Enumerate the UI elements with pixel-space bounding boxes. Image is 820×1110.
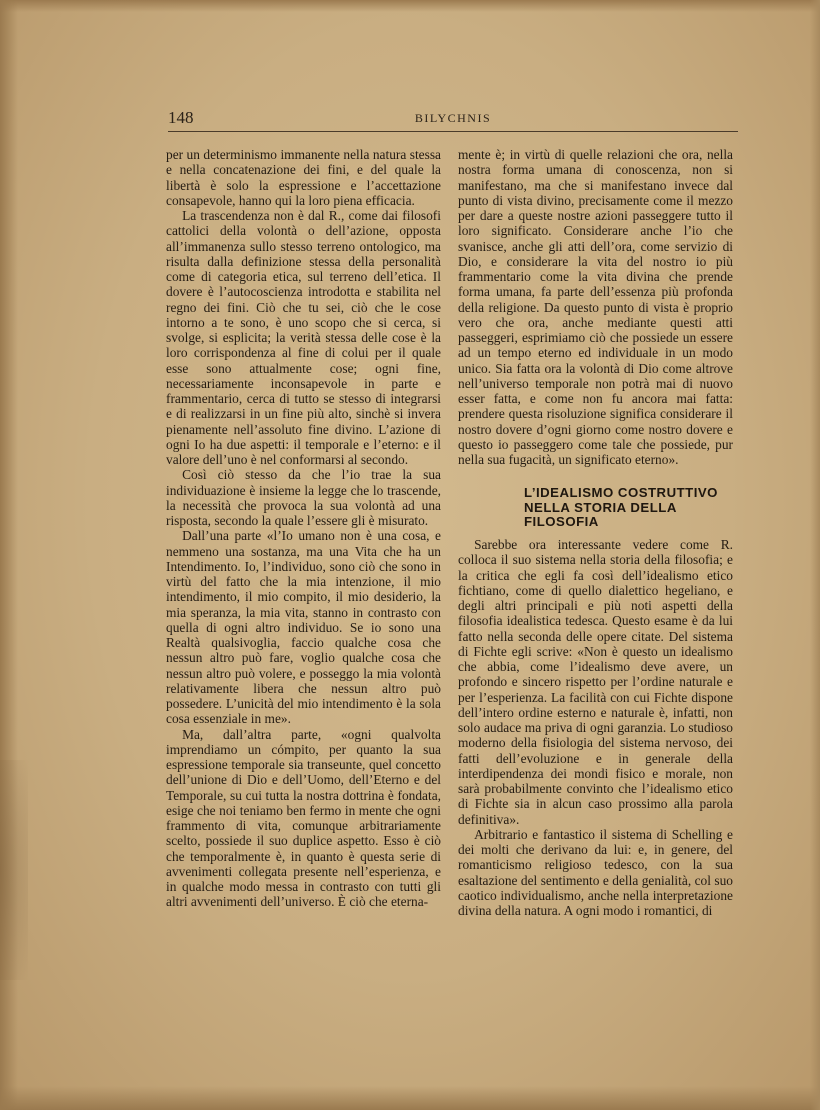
paragraph: Dall’una parte «l’Io umano non è una cosa, e nemmeno una sostanza, ma una Vita che ha un Intendimento. Io, l’individuo, sono ciò che sono in virtù del fatto che la mia intenzione, il mio intendimento, il mio compito, il mio desiderio, la mia speranza, la mia vita, stanno in contrasto con quella di ogni altro individuo. Se io sono una Realtà qualsivoglia, faccio qualche cosa che nessun altro può fare, voglio qualche cosa che nessun altro può volere, e posseggo la mia volontà relativamente libera che nessun altro può possedere. L’unicità del mio intendimento è la sola cosa essenziale in me». <box>166 528 441 727</box>
section-heading: L’IDEALISMO COSTRUTTIVO NELLA STORIA DELLA FILOSOFIA <box>524 485 718 530</box>
paragraph: Sarebbe ora interessante vedere come R. colloca il suo sistema nella storia della filosofia; e la critica che egli fa così dell’idealismo etico fichtiano, come di quello dialettico hegeliano, e degli altri principali e più noti aspetti della filosofia idealistica tedesca. Questo esame è da lui fatto nella seconda delle opere citate. Del sistema di Fichte egli scrive: «Non è questo un idealismo che abbia, come l’idealismo deve avere, un profondo e sincero rispetto per l’ordine naturale e per l’esperienza. La facilità con cui Fichte dispone dell’intero ordine esterno e naturale è, infatti, non solo audace ma priva di ogni garanzia. Lo studioso moderno della fisiologia del sistema nervoso, dei fatti dell’evoluzione e in generale della interdipendenza dei mondi fisico e morale, non sarà probabilmente convinto che l’idealismo etico di Fichte sia in alcun caso prossimo alla parola definitiva». <box>458 537 733 827</box>
page-number: 148 <box>168 108 194 127</box>
page-edge-top <box>0 0 820 12</box>
paragraph: per un determinismo immanente nella natura stessa e nella concatenazione dei fini, e del quale la libertà è solo la espressione e l’accettazione consapevole, hanno qui la loro piena efficacia. <box>166 147 441 208</box>
paragraph: Così ciò stesso da che l’io trae la sua individuazione è insieme la legge che lo trascende, la necessità che provoca la sua volontà ad una risposta, secondo la quale l’essere gli è misurato. <box>166 467 441 528</box>
paragraph: La trascendenza non è dal R., come dai filosofi cattolici della volontà o dell’azione, opposta all’immanenza sullo stesso terreno ontologico, ma risulta dalla definizione stessa della personalità come di categoria etica, sul terreno dell’etica. Il dovere è l’autocoscienza introdotta e stabilita nel regno dei fini. Ciò che tu sei, ciò che le cose intorno a te sono, è uno scopo che si cerca, si svolge, si esplicita; la verità stessa delle cose è la loro corrispondenza al fine di colui per il quale esse sono attualmente cose; ogni fine, necessariamente inconsapevole in parte e frammentario, cerca di tutto se stesso di integrarsi e di realizzarsi in un fine più alto, sinchè si invera pienamente nell’assoluto fine divino. L’azione di ogni Io ha due aspetti: il temporale e l’eterno: e il valore dell’uno è nel conformarsi al secondo. <box>166 208 441 467</box>
page-edge-right <box>810 0 820 1110</box>
left-column <box>166 147 441 910</box>
paragraph: mente è; in virtù di quelle relazioni che ora, nella nostra forma umana di conoscenza, non si manifestano, ma che si manifestano invece dal punto di vista divino, precisamente come il mezzo per dare a queste nostre azioni passeggere tutto il loro significato. Considerare anche l’io che svanisce, anche gli atti dell’ora, come servizio di Dio, e considerare la vita del nostro io più frammentario come la vita divina che prende forma umana, fa parte dell’essenza più profonda della religione. Da questo punto di vista è proprio vero che ora, anche mediante questi atti passeggeri, esprimiamo ciò che possiede un essere ad un tempo eterno ed individuale in un modo unico. Sia fatta ora la volontà di Dio come altrove nell’universo temporale non potrà mai di nuovo esser fatta, e come non fu ancora mai fatta: prendere questa risoluzione significa considerare il nostro dovere d’ogni giorno come nostro dovere e questo io passeggero come tale che possiede, pur nella sua fugacità, un significato eterno». <box>458 147 733 467</box>
paragraph: Arbitrario e fantastico il sistema di Schelling e dei molti che derivano da lui: e, in genere, del romanticismo religioso tedesco, con la sua esaltazione del sentimento e della genialità, col suo caotico individualismo, anche nella interpretazione divina della natura. A ogni modo i romantici, di <box>458 826 733 919</box>
page-edge-bottom <box>0 1086 820 1110</box>
page-stain <box>0 760 28 980</box>
header-rule <box>168 131 738 132</box>
running-title: BILYCHNIS <box>414 111 492 125</box>
right-column <box>458 147 733 918</box>
paragraph: Ma, dall’altra parte, «ogni qualvolta imprendiamo un cómpito, per quanto la sua espressione temporale sia transeunte, quel concetto dell’unione di Dio e dell’Uomo, dell’Eterno e del Temporale, su cui tutta la nostra dottrina è fondata, esige che noi teniamo ben fermo in mente che ogni frammento di vita, comunque arbitrariamente scelto, possiede il suo duplice aspetto. Esso è ciò che temporalmente è, in quanto è questa serie di avvenimenti collegata presente nell’esperienza, e in qualche modo messa in contrasto con tutti gli altri avvenimenti dell’universo. È ciò che eterna- <box>166 726 441 910</box>
